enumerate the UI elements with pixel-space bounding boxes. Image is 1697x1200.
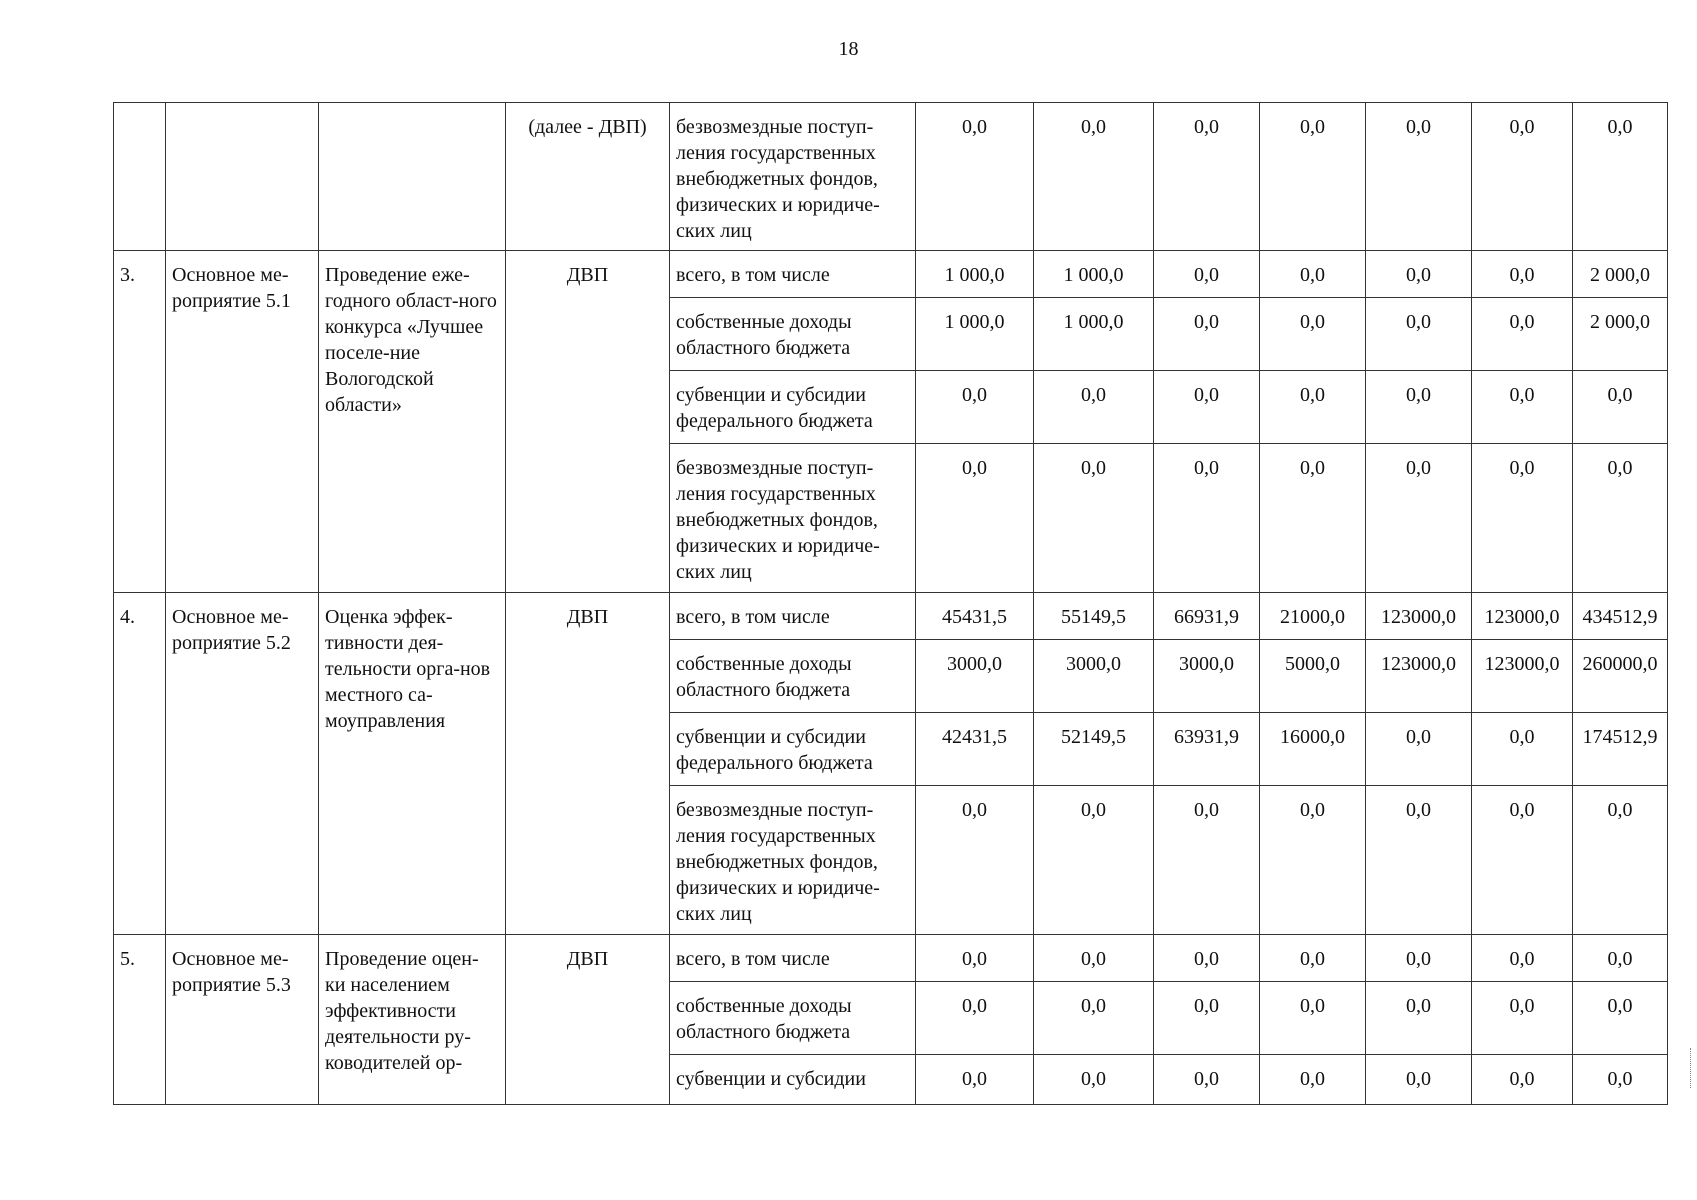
value-cell: 0,0 (1260, 1055, 1366, 1105)
value-cell: 0,0 (916, 935, 1034, 982)
value-cell: 0,0 (1034, 444, 1154, 593)
value-cell: 0,0 (916, 103, 1034, 251)
value-cell: 0,0 (1034, 371, 1154, 444)
value-cell: 16000,0 (1260, 713, 1366, 786)
value-cell: 1 000,0 (1034, 298, 1154, 371)
value-cell: 3000,0 (916, 640, 1034, 713)
event-cell: Основное ме-роприятие 5.2 (166, 593, 319, 935)
value-cell: 1 000,0 (916, 251, 1034, 298)
funding-line-label: субвенции и субсидии (670, 1055, 916, 1105)
value-cell: 1 000,0 (1034, 251, 1154, 298)
event-name-cell: Проведение оцен-ки населением эффективности деятельности ру-ководителей ор- (319, 935, 506, 1105)
value-cell: 0,0 (1366, 713, 1472, 786)
value-cell: 0,0 (1260, 103, 1366, 251)
value-cell: 66931,9 (1154, 593, 1260, 640)
funding-source-cell: ДВП (506, 593, 670, 935)
value-cell: 123000,0 (1366, 640, 1472, 713)
table-row (114, 935, 1668, 982)
event-name-cell: Проведение еже-годного област-ного конкурса «Лучшее поселе-ние Вологодской области» (319, 251, 506, 593)
value-cell: 0,0 (1472, 982, 1573, 1055)
value-cell: 0,0 (1154, 298, 1260, 371)
table-row (114, 103, 1668, 251)
value-cell: 0,0 (1573, 444, 1668, 593)
table-row (114, 593, 1668, 640)
value-cell: 123000,0 (1472, 640, 1573, 713)
value-cell: 0,0 (1154, 251, 1260, 298)
value-cell: 0,0 (1472, 786, 1573, 935)
page-number: 18 (838, 38, 859, 60)
funding-source-cell: (далее - ДВП) (506, 103, 670, 251)
row-number-cell: 5. (114, 935, 166, 1105)
value-cell: 0,0 (1260, 298, 1366, 371)
value-cell: 123000,0 (1472, 593, 1573, 640)
value-cell: 0,0 (1573, 103, 1668, 251)
value-cell: 55149,5 (1034, 593, 1154, 640)
value-cell: 174512,9 (1573, 713, 1668, 786)
table-row (114, 251, 1668, 298)
value-cell: 2 000,0 (1573, 251, 1668, 298)
value-cell: 3000,0 (1154, 640, 1260, 713)
row-number-cell (114, 103, 166, 251)
value-cell: 0,0 (1366, 935, 1472, 982)
value-cell: 0,0 (1472, 103, 1573, 251)
value-cell: 3000,0 (1034, 640, 1154, 713)
funding-line-label: субвенции и субсидии федерального бюджета (670, 713, 916, 786)
event-cell: Основное ме-роприятие 5.1 (166, 251, 319, 593)
value-cell: 0,0 (1366, 103, 1472, 251)
funding-line-label: собственные доходы областного бюджета (670, 298, 916, 371)
value-cell: 1 000,0 (916, 298, 1034, 371)
value-cell: 0,0 (1034, 935, 1154, 982)
value-cell: 0,0 (916, 786, 1034, 935)
funding-source-cell: ДВП (506, 251, 670, 593)
value-cell: 21000,0 (1260, 593, 1366, 640)
row-number-cell: 3. (114, 251, 166, 593)
value-cell: 0,0 (1034, 1055, 1154, 1105)
value-cell: 0,0 (1366, 371, 1472, 444)
funding-line-label: собственные доходы областного бюджета (670, 982, 916, 1055)
value-cell: 0,0 (1573, 982, 1668, 1055)
value-cell: 0,0 (916, 444, 1034, 593)
funding-source-cell: ДВП (506, 935, 670, 1105)
value-cell: 0,0 (1154, 786, 1260, 935)
value-cell: 0,0 (1366, 786, 1472, 935)
scan-edge-marks (1690, 1048, 1693, 1088)
value-cell: 0,0 (1472, 935, 1573, 982)
value-cell: 0,0 (1260, 444, 1366, 593)
value-cell: 5000,0 (1260, 640, 1366, 713)
value-cell: 0,0 (1034, 786, 1154, 935)
event-name-cell (319, 103, 506, 251)
value-cell: 42431,5 (916, 713, 1034, 786)
funding-line-label: субвенции и субсидии федерального бюджета (670, 371, 916, 444)
funding-line-label: безвозмездные поступ-ления государственных внебюджетных фондов, физических и юридиче-ских лиц (670, 786, 916, 935)
funding-line-label: всего, в том числе (670, 935, 916, 982)
funding-line-label: безвозмездные поступ-ления государственных внебюджетных фондов, физических и юридиче-ских лиц (670, 103, 916, 251)
value-cell: 0,0 (1154, 935, 1260, 982)
funding-line-label: безвозмездные поступ-ления государственных внебюджетных фондов, физических и юридиче-ских лиц (670, 444, 916, 593)
value-cell: 0,0 (1472, 444, 1573, 593)
value-cell: 52149,5 (1034, 713, 1154, 786)
value-cell: 0,0 (1366, 251, 1472, 298)
budget-table (113, 102, 1668, 1105)
value-cell: 63931,9 (1154, 713, 1260, 786)
value-cell: 0,0 (1573, 371, 1668, 444)
event-name-cell: Оценка эффек-тивности дея-тельности орга-нов местного са-моуправления (319, 593, 506, 935)
value-cell: 0,0 (1154, 103, 1260, 251)
event-cell: Основное ме-роприятие 5.3 (166, 935, 319, 1105)
value-cell: 0,0 (1366, 982, 1472, 1055)
value-cell: 0,0 (1573, 935, 1668, 982)
value-cell: 0,0 (1472, 371, 1573, 444)
row-number-cell: 4. (114, 593, 166, 935)
value-cell: 0,0 (1034, 103, 1154, 251)
value-cell: 0,0 (1366, 298, 1472, 371)
value-cell: 0,0 (1472, 251, 1573, 298)
value-cell: 0,0 (916, 371, 1034, 444)
value-cell: 0,0 (1154, 982, 1260, 1055)
value-cell: 434512,9 (1573, 593, 1668, 640)
value-cell: 0,0 (1154, 1055, 1260, 1105)
value-cell: 260000,0 (1573, 640, 1668, 713)
value-cell: 45431,5 (916, 593, 1034, 640)
funding-line-label: всего, в том числе (670, 593, 916, 640)
value-cell: 0,0 (1260, 935, 1366, 982)
value-cell: 0,0 (1260, 982, 1366, 1055)
value-cell: 0,0 (1260, 371, 1366, 444)
value-cell: 0,0 (1472, 713, 1573, 786)
value-cell: 0,0 (1472, 1055, 1573, 1105)
value-cell: 0,0 (1472, 298, 1573, 371)
value-cell: 2 000,0 (1573, 298, 1668, 371)
value-cell: 0,0 (1573, 786, 1668, 935)
value-cell: 0,0 (1154, 371, 1260, 444)
value-cell: 0,0 (1260, 251, 1366, 298)
value-cell: 0,0 (916, 1055, 1034, 1105)
value-cell: 0,0 (1366, 1055, 1472, 1105)
value-cell: 0,0 (1366, 444, 1472, 593)
funding-line-label: собственные доходы областного бюджета (670, 640, 916, 713)
funding-line-label: всего, в том числе (670, 251, 916, 298)
value-cell: 0,0 (916, 982, 1034, 1055)
value-cell: 0,0 (1573, 1055, 1668, 1105)
event-cell (166, 103, 319, 251)
value-cell: 0,0 (1034, 982, 1154, 1055)
value-cell: 123000,0 (1366, 593, 1472, 640)
value-cell: 0,0 (1154, 444, 1260, 593)
value-cell: 0,0 (1260, 786, 1366, 935)
